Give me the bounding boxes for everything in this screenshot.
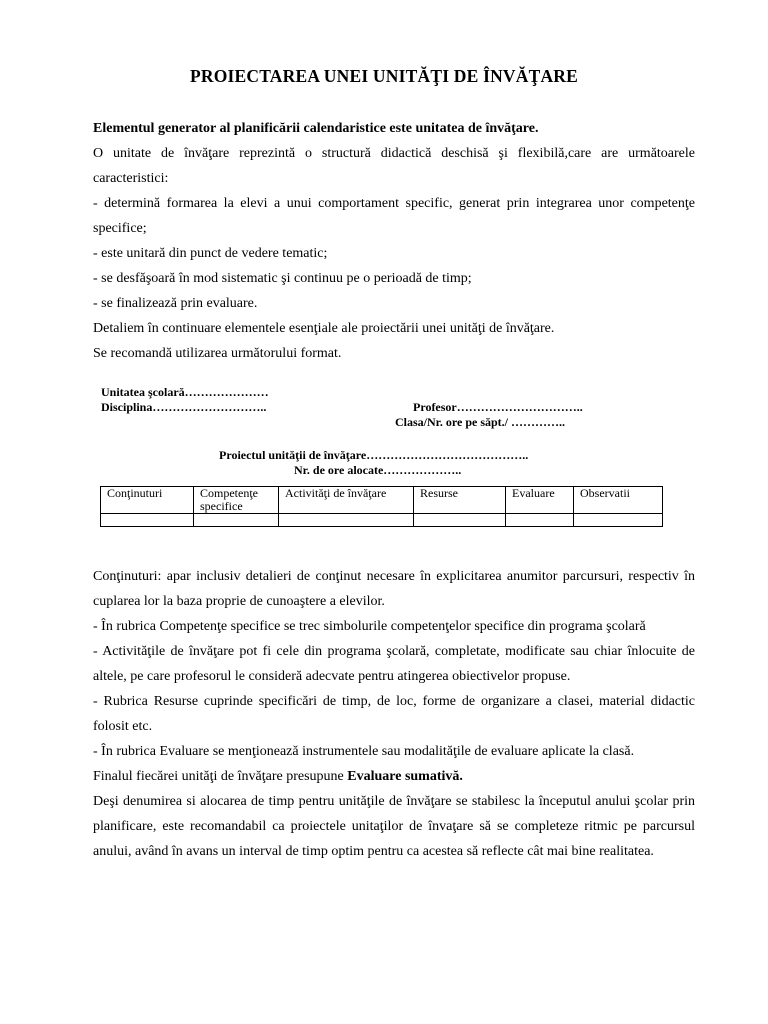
table-cell [194, 514, 279, 527]
table-cell [414, 514, 506, 527]
intro-bullet-2: - este unitară din punct de vedere tematic; [93, 246, 328, 261]
explanation-resources: - Rubrica Resurse cuprinde specificări de timp, de loc, forme de organizare a clasei, material didactic folosit etc. [93, 694, 695, 734]
intro-paragraph-3: Se recomandă utilizarea următorului format. [93, 346, 342, 361]
explanation-activities: - Activităţile de învăţare pot fi cele din programa şcolară, completate, modificate sau chiar înlocuite de altele, pe care profesorul le consideră adecvate pentru atingerea obiectivelor propuse. [93, 644, 695, 684]
form-school-field: Unitatea şcolară………………… [101, 385, 269, 399]
column-header: Observatii [574, 487, 663, 514]
table-row [101, 514, 663, 527]
form-teacher-field: Profesor………………………….. [413, 400, 583, 414]
form-hours-allocated-field: Nr. de ore alocate……………….. [294, 463, 462, 477]
table-cell [574, 514, 663, 527]
form-class-hours-field: Clasa/Nr. ore pe săpt./ ………….. [395, 415, 566, 429]
intro-bullet-4: - se finalizează prin evaluare. [93, 296, 258, 311]
form-project-field: Proiectul unităţii de învăţare………………………………….. [219, 448, 529, 462]
form-discipline-field: Disciplina……………………….. [101, 400, 267, 414]
table-cell [101, 514, 194, 527]
column-header: Resurse [414, 487, 506, 514]
column-header: Conţinuturi [101, 487, 194, 514]
intro-bullet-3: - se desfăşoară în mod sistematic şi continuu pe o perioadă de timp; [93, 271, 472, 286]
column-header: Evaluare [506, 487, 574, 514]
table-header-row [101, 487, 663, 514]
intro-bullet-1: - determină formarea la elevi a unui comportament specific, generat prin integrarea unor competenţe specifice; [93, 196, 695, 236]
summative-prefix: Finalul fiecărei unităţi de învăţare presupune [93, 769, 348, 784]
explanation-evaluation: - În rubrica Evaluare se menţionează instrumentele sau modalităţile de evaluare aplicate la clasă. [93, 744, 635, 759]
intro-paragraph-1: O unitate de învăţare reprezintă o structură didactică deschisă şi flexibilă,care are următoarele caracteristici: [93, 146, 695, 186]
closing-paragraph: Deşi denumirea si alocarea de timp pentru unităţile de învăţare se stabilesc la începutul anului şcolar prin planificare, este recomandabil ca proiectele unitaţilor de învaţare să se completeze ritmic pe parcursul anului, având în avans un interval de timp optim pentru ca acestea să reflecte cât mai bine realitatea. [93, 794, 695, 859]
summative-evaluation-note [93, 764, 695, 789]
intro-lead: Elementul generator al planificării calendaristice este unitatea de învăţare. [93, 121, 539, 136]
explanations-section [93, 564, 695, 864]
explanation-contents: Conţinuturi: apar inclusiv detalieri de conţinut necesare în explicitarea anumitor parcursuri, respectiv în cuplarea lor la baza proprie de cunoaştere a elevilor. [93, 569, 695, 609]
table-cell [279, 514, 414, 527]
intro-section [93, 116, 695, 366]
table-cell [506, 514, 574, 527]
unit-plan-table [100, 486, 663, 527]
intro-paragraph-2: Detaliem în continuare elementele esenţiale ale proiectării unei unităţi de învăţare. [93, 321, 555, 336]
summative-emphasis: Evaluare sumativă. [347, 769, 463, 784]
page-title: PROIECTAREA UNEI UNITĂŢI DE ÎNVĂŢARE [189, 66, 579, 86]
explanation-competences: - În rubrica Competenţe specifice se trec simbolurile competenţelor specifice din programa şcolară [93, 619, 646, 634]
column-header: Activităţi de învăţare [279, 487, 414, 514]
column-header: Competenţe specifice [194, 487, 279, 514]
